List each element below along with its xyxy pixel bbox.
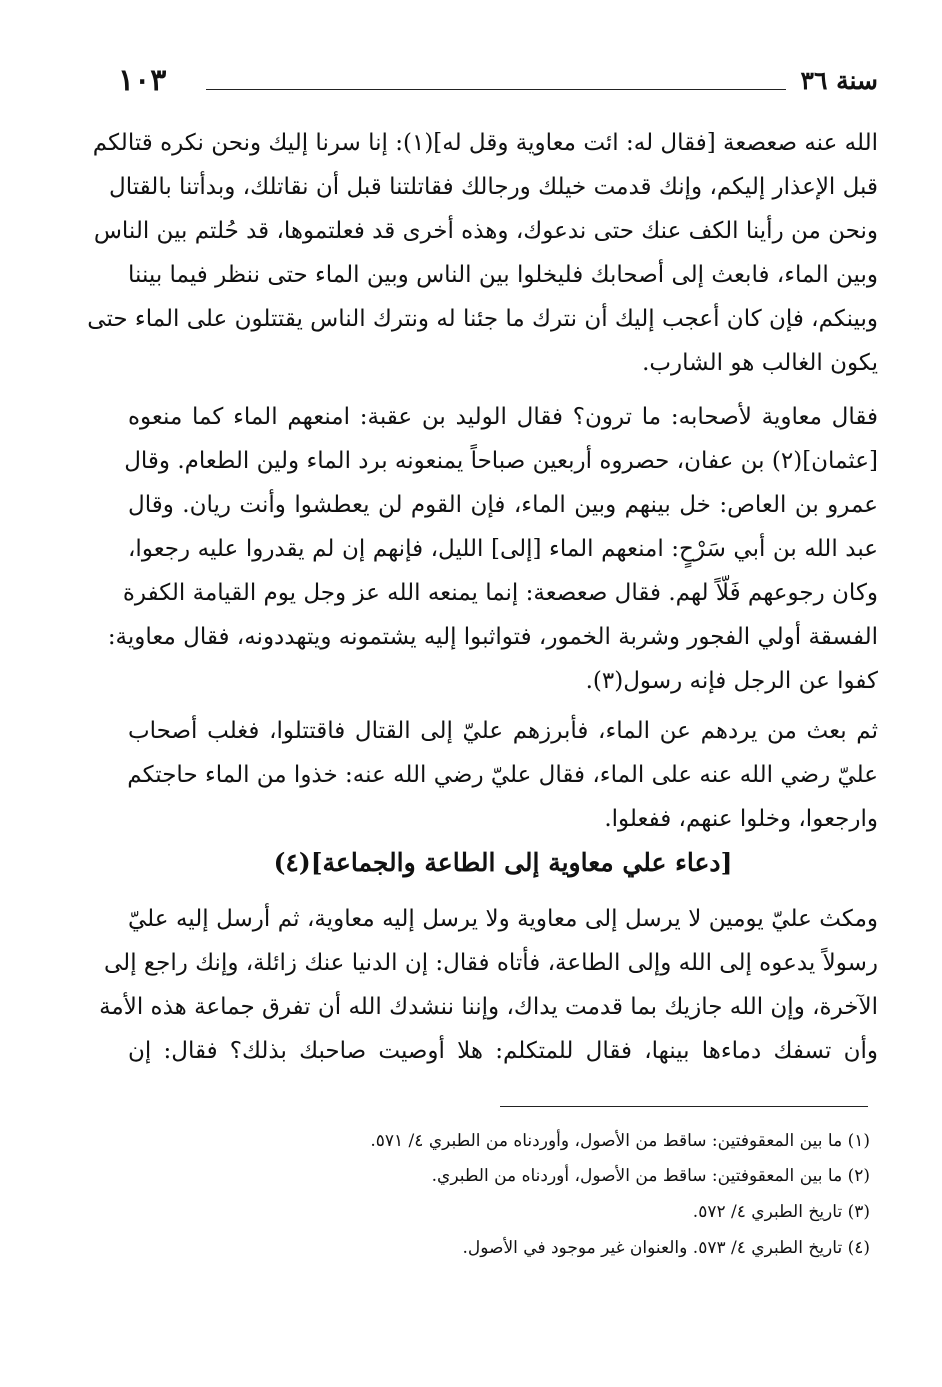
text-line: رسولاً يدعوه إلى الله وإلى الطاعة، فأتاه فقال: إن الدنيا عنك زائلة، وإنك راجع إلى [104,950,878,976]
text-line: قبل الإعذار إليكم، وإنك قدمت خيلك ورجالك فقاتلتنا قبل أن نقاتلك، وبدأتنا بالقتال [109,174,878,200]
text-line: وبينكم، فإن كان أعجب إليك أن نترك ما جئنا له ونترك الناس يقتتلون على الماء حتى [87,306,878,332]
text-line: الله عنه صعصعة [فقال له: ائت معاوية وقل له](١): إنا سرنا إليك ونحن نكره قتالكم [92,130,878,156]
text-line: عليّ رضي الله عنه على الماء، فقال عليّ رضي الله عنه: خذوا من الماء حاجتكم [127,762,878,788]
running-header [118,63,878,106]
page-number: ١٠٣ [118,63,167,98]
footnote: (٢) ما بين المعقوفتين: ساقط من الأصول، أوردناه من الطبري. [431,1166,870,1186]
header-year: سنة ٣٦ [800,66,878,95]
text-line: وكان رجوعهم فَلّاً لهم. فقال صعصعة: إنما يمنعه الله عز وجل يوم القيامة الكفرة [122,580,878,606]
text-line: الآخرة، وإن الله جازيك بما قدمت يداك، وإننا ننشدك الله أن تفرق جماعة هذه الأمة [99,994,878,1020]
footnote-separator [500,1106,868,1107]
text-line: عمرو بن العاص: خل بينهم وبين الماء، فإن القوم لن يعطشوا وأنت ريان. وقال [128,492,878,518]
text-line: الفسقة أولي الفجور وشربة الخمور، فتواثبوا إليه يشتمونه ويتهددونه، فقال معاوية: [107,624,878,650]
section-heading: [دعاء علي معاوية إلى الطاعة والجماعة](٤) [273,848,733,877]
text-line: ومكث عليّ يومين لا يرسل إلى معاوية ولا يرسل إليه معاوية، ثم أرسل إليه عليّ [128,906,878,932]
text-line: يكون الغالب هو الشارب. [642,350,878,376]
text-line: وارجعوا، وخلوا عنهم، ففعلوا. [604,806,878,832]
footnote: (٣) تاريخ الطبري ٤/ ٥٧٢. [692,1202,870,1222]
footnote: (٤) تاريخ الطبري ٤/ ٥٧٣. والعنوان غير موجود في الأصول. [462,1238,870,1258]
text-line: [عثمان](٢) بن عفان، حصروه أربعين صباحاً يمنعونه برد الماء ولين الطعام. وقال [124,448,878,474]
text-line: ونحن من رأينا الكف عنك حتى ندعوك، وهذه أخرى قد فعلتموها، قد حُلتم بين الناس [93,218,878,244]
text-line: فقال معاوية لأصحابه: ما ترون؟ فقال الوليد بن عقبة: امنعهم الماء كما منعوه [128,404,878,430]
text-line: وأن تسفك دماءها بينها، فقال للمتكلم: هلا أوصيت صاحبك بذلك؟ فقال: إن [128,1038,878,1064]
text-line: عبد الله بن أبي سَرْحٍ: امنعهم الماء [إلى] الليل، فإنهم إن لم يقدروا عليه رجعوا، [128,536,878,562]
text-line: ثم بعث من يردهم عن الماء، فأبرزهم عليّ إلى القتال فاقتتلوا، فغلب أصحاب [128,718,878,744]
footnote: (١) ما بين المعقوفتين: ساقط من الأصول، وأوردناه من الطبري ٤/ ٥٧١. [370,1131,870,1151]
text-line: كفوا عن الرجل فإنه رسول(٣). [585,668,878,694]
text-line: وبين الماء، فابعث إلى أصحابك فليخلوا بين الناس وبين الماء حتى ننظر فيما بيننا [128,262,878,288]
header-rule [206,89,786,90]
